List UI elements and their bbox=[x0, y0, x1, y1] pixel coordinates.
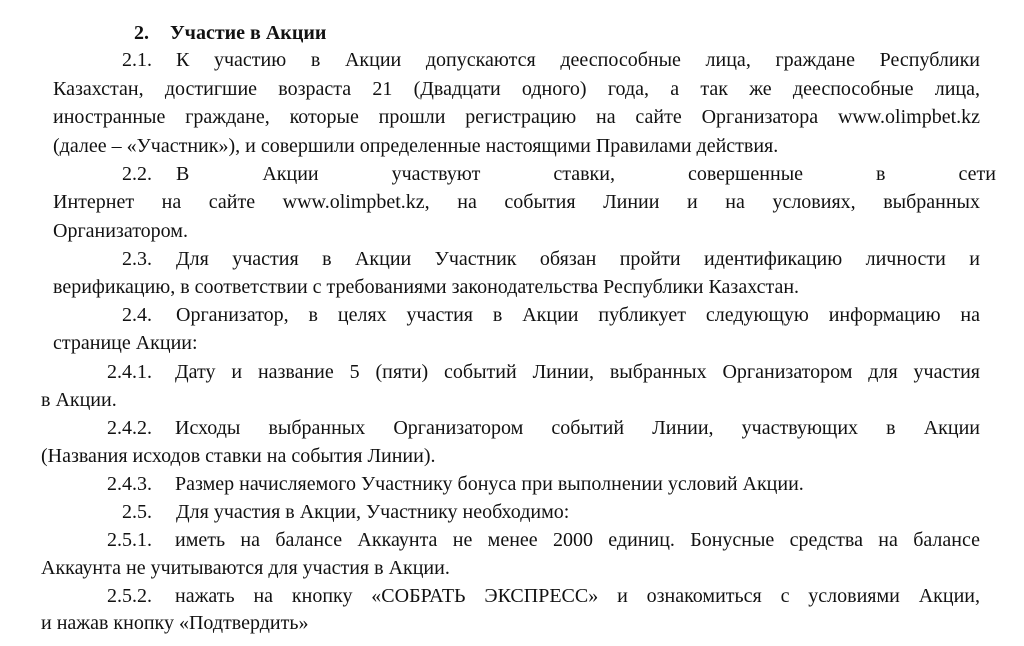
clause-text: Размер начисляемого Участнику бонуса при выполнении условий Акции. bbox=[175, 473, 804, 495]
clause-line bbox=[122, 302, 980, 329]
clause-line: верификацию, в соответствии с требованиями законодательства Республики Казахстан. bbox=[53, 276, 800, 298]
clause-line bbox=[122, 246, 980, 273]
section-heading bbox=[134, 20, 326, 47]
clause-text: Для участия в Акции, Участнику необходимо: bbox=[176, 501, 570, 523]
clause-text: Для участия в Акции Участник обязан пройти идентификацию личности и bbox=[176, 248, 980, 270]
clause-line: в Акции. bbox=[41, 389, 117, 411]
clause-line bbox=[122, 47, 980, 74]
clause-line: Организатором. bbox=[53, 220, 188, 242]
clause-text: Организатор, в целях участия в Акции публикует следующую информацию на bbox=[176, 304, 980, 326]
section-number: 2. bbox=[134, 22, 149, 44]
clause-number: 2.2. bbox=[122, 163, 152, 185]
clause-text: иметь на балансе Аккаунта не менее 2000 единиц. Бонусные средства на балансе bbox=[175, 529, 980, 551]
clause-line bbox=[107, 359, 980, 386]
clause-line: странице Акции: bbox=[53, 332, 198, 354]
clause-line bbox=[107, 583, 980, 610]
clause-line bbox=[107, 415, 980, 442]
clause-line: иностранные граждане, которые прошли регистрацию на сайте Организатора www.olimpbet.kz bbox=[53, 106, 980, 128]
clause-line bbox=[107, 527, 980, 554]
clause-text: нажать на кнопку «СОБРАТЬ ЭКСПРЕСС» и ознакомиться с условиями Акции, bbox=[175, 585, 980, 607]
clause-line: Казахстан, достигшие возраста 21 (Двадцати одного) года, а так же дееспособные лица, bbox=[53, 78, 980, 100]
section-title: Участие в Акции bbox=[170, 22, 327, 44]
clause-number: 2.3. bbox=[122, 248, 152, 270]
clause-line bbox=[107, 471, 804, 498]
clause-number: 2.4.1. bbox=[107, 361, 152, 383]
clause-text: В Акции участвуют ставки, совершенные в сети bbox=[176, 163, 996, 185]
clause-line bbox=[122, 499, 569, 526]
clause-text: Дату и название 5 (пяти) событий Линии, выбранных Организатором для участия bbox=[175, 361, 980, 383]
clause-number: 2.5.1. bbox=[107, 529, 152, 551]
clause-text: Исходы выбранных Организатором событий Линии, участвующих в Акции bbox=[175, 417, 980, 439]
clause-line: (Названия исходов ставки на события Линии). bbox=[41, 445, 436, 467]
clause-number: 2.5.2. bbox=[107, 585, 152, 607]
clause-number: 2.4.3. bbox=[107, 473, 152, 495]
clause-text: К участию в Акции допускаются дееспособные лица, граждане Республики bbox=[176, 49, 980, 71]
clause-line: Аккаунта не учитываются для участия в Акции. bbox=[41, 557, 450, 579]
clause-line: и нажав кнопку «Подтвердить» bbox=[41, 612, 309, 634]
clause-number: 2.4.2. bbox=[107, 417, 152, 439]
clause-line: (далее – «Участник»), и совершили определенные настоящими Правилами действия. bbox=[53, 135, 779, 157]
clause-line bbox=[122, 161, 996, 188]
clause-number: 2.1. bbox=[122, 49, 152, 71]
clause-line: Интернет на сайте www.olimpbet.kz, на события Линии и на условиях, выбранных bbox=[53, 191, 980, 213]
clause-number: 2.4. bbox=[122, 304, 152, 326]
clause-number: 2.5. bbox=[122, 501, 152, 523]
